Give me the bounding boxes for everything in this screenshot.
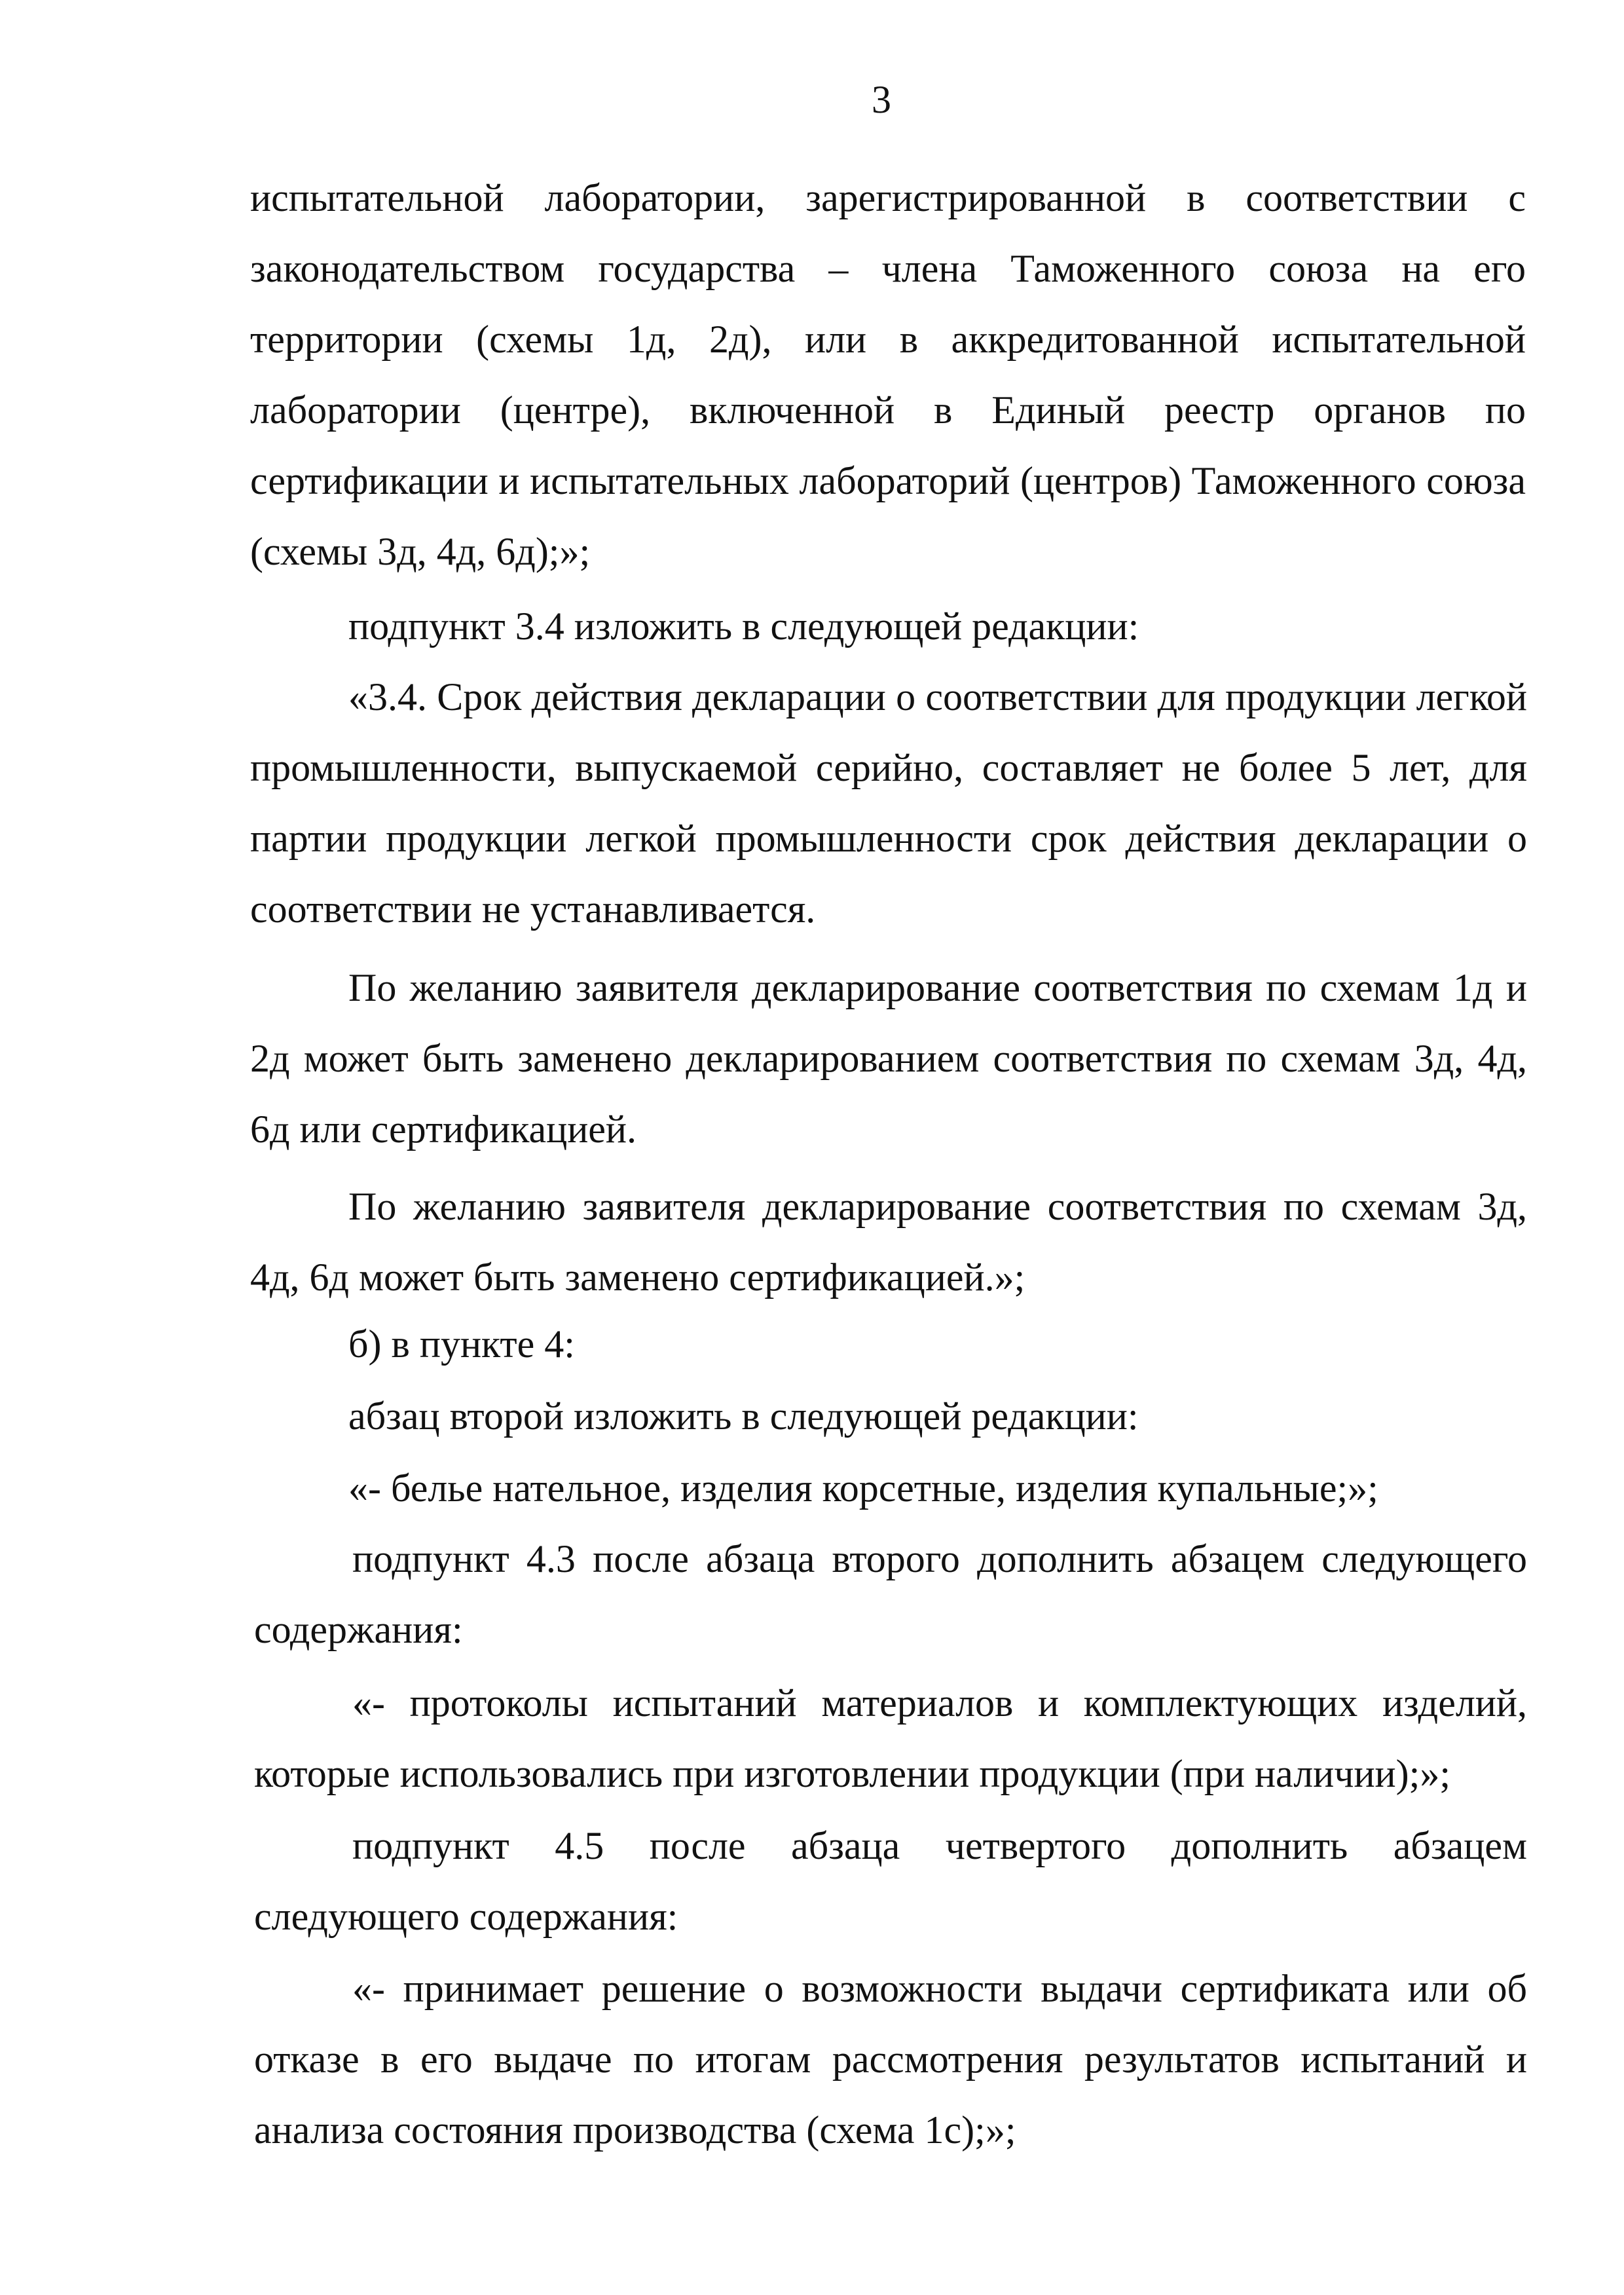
paragraph-subclause-4-5: подпункт 4.5 после абзаца четвертого дополнить абзацем следующего содержания: [254,1824,1527,1938]
page-number: 3 [872,78,891,121]
paragraph-subclause-4-3: подпункт 4.3 после абзаца второго дополнить абзацем следующего содержания: [254,1537,1527,1651]
paragraph-certificate-decision: «- принимает решение о возможности выдачи сертификата или об отказе в его выдаче по итогам рассмотрения результатов испытаний и анализа состояния производства (схема 1с);»; [254,1967,1527,2152]
paragraph-clause-3-4: «3.4. Срок действия декларации о соответствии для продукции легкой промышленности, выпускаемой серийно, составляет не более 5 лет, для партии продукции легкой промышленности срок действия декларации о соответствии не устанавливается. [250,675,1527,931]
paragraph-applicant-option-1: По желанию заявителя декларирование соответствия по схемам 1д и 2д может быть заменено декларированием соответствия по схемам 3д, 4д, 6д или сертификацией. [250,966,1527,1151]
paragraph-garments: «- белье нательное, изделия корсетные, изделия купальные;»; [348,1466,1378,1510]
paragraph-second-abzac: абзац второй изложить в следующей редакции: [348,1394,1139,1438]
paragraph-applicant-option-2: По желанию заявителя декларирование соответствия по схемам 3д, 4д, 6д может быть заменено сертификацией.»; [250,1185,1527,1299]
paragraph-continuation: испытательной лаборатории, зарегистрированной в соответствии с законодательством государства – члена Таможенного союза на его территории (схемы 1д, 2д), или в аккредитованной испытательной лаборатории (центре), включенной в Единый реестр органов по сертификации и испытательных лабораторий (центров) Таможенного союза (схемы 3д, 4д, 6д);»; [250,176,1526,573]
paragraph-item-b: б) в пункте 4: [348,1322,575,1366]
paragraph-test-protocols: «- протоколы испытаний материалов и комплектующих изделий, которые использовались при изготовлении продукции (при наличии);»; [254,1681,1527,1795]
paragraph-subclause-3-4-intro: подпункт 3.4 изложить в следующей редакции: [348,605,1139,648]
